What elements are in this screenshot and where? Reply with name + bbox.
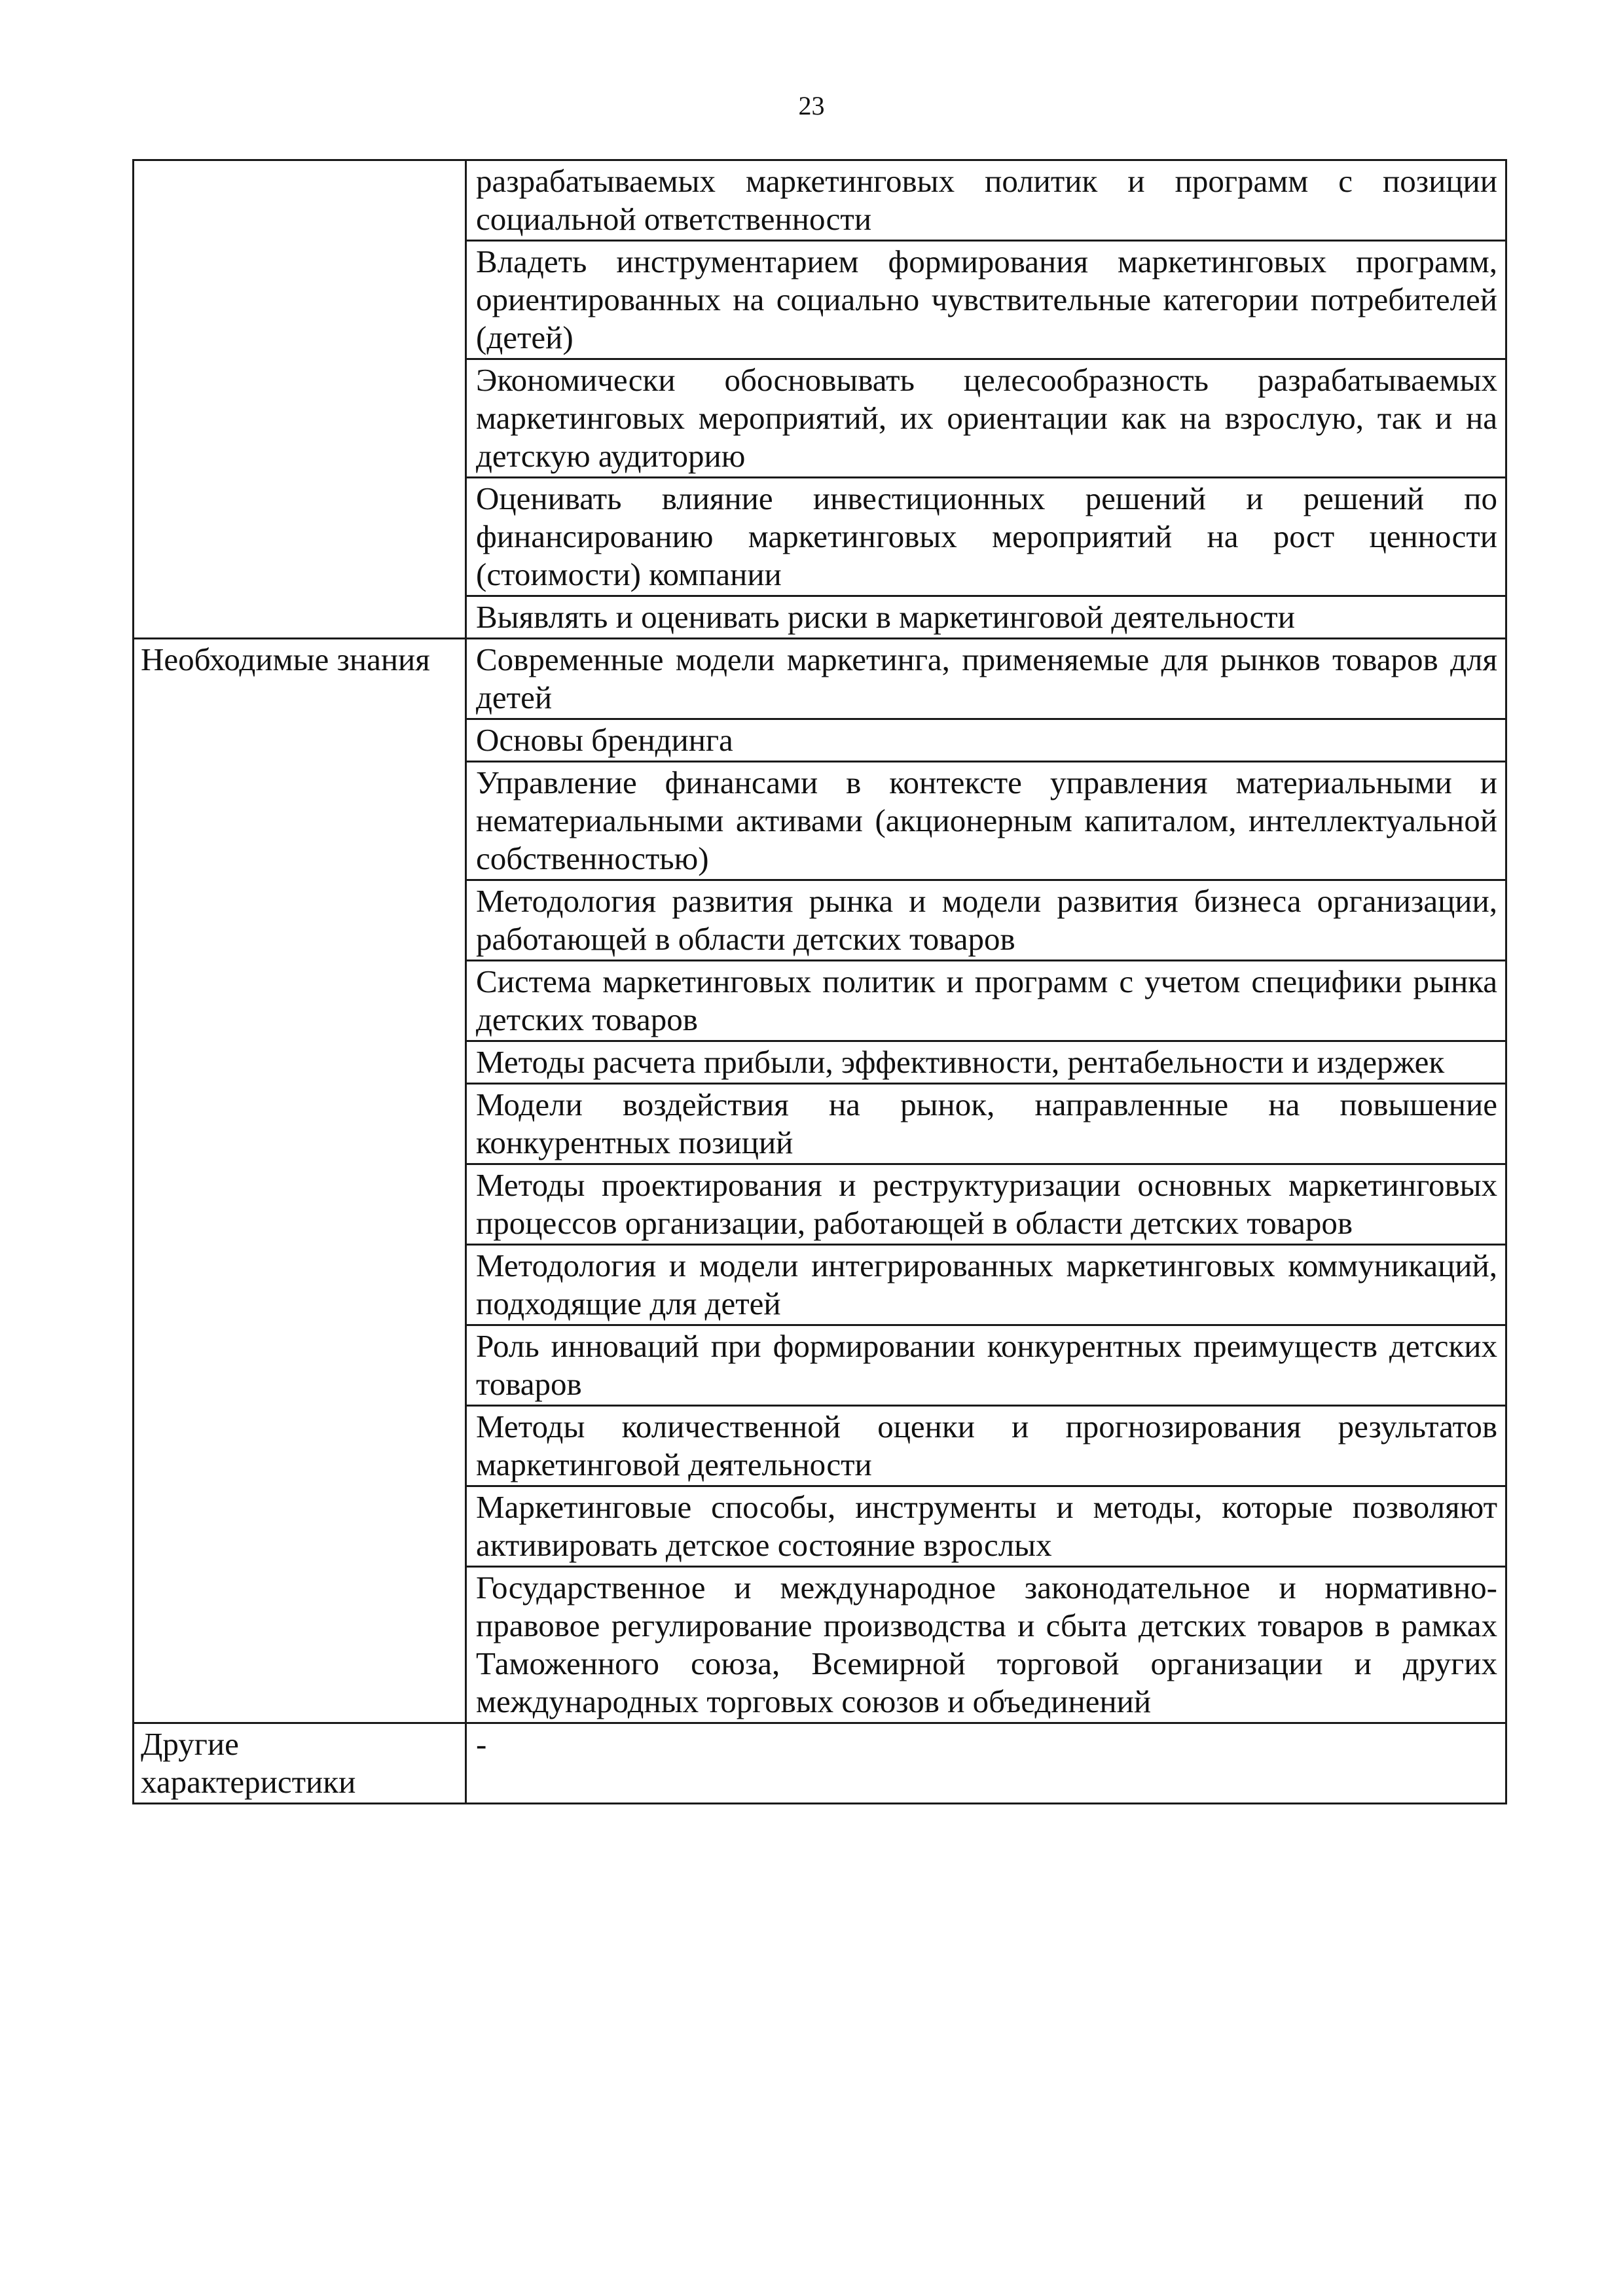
table-row [134, 1723, 1506, 1804]
table-row [134, 639, 1506, 719]
knowledge-item: Государственное и международное законодательное и нормативно-правовое регулирование производства и сбыта детских товаров в рамках Таможенного союза, Всемирной торговой организации и других международных торговых союзов и объединений [466, 1567, 1506, 1723]
knowledge-item: Роль инноваций при формировании конкурентных преимуществ детских товаров [466, 1325, 1506, 1406]
other-characteristics-label: Другие характеристики [134, 1723, 466, 1804]
knowledge-item: Методология и модели интегрированных маркетинговых коммуникаций, подходящие для детей [466, 1245, 1506, 1325]
knowledge-label: Необходимые знания [134, 639, 466, 1723]
knowledge-item: Модели воздействия на рынок, направленные на повышение конкурентных позиций [466, 1084, 1506, 1164]
ability-item: Оценивать влияние инвестиционных решений и решений по финансированию маркетинговых мероприятий на рост ценности (стоимости) компании [466, 478, 1506, 596]
ability-item: Выявлять и оценивать риски в маркетинговой деятельности [466, 596, 1506, 639]
knowledge-item: Методология развития рынка и модели развития бизнеса организации, работающей в области детских товаров [466, 880, 1506, 961]
ability-item: Владеть инструментарием формирования маркетинговых программ, ориентированных на социально чувствительные категории потребителей (детей) [466, 241, 1506, 359]
abilities-label-cell [134, 160, 466, 639]
ability-item: Экономически обосновывать целесообразность разрабатываемых маркетинговых мероприятий, их ориентации как на взрослую, так и на детскую аудиторию [466, 359, 1506, 478]
page-number: 23 [798, 91, 825, 120]
knowledge-item: Методы количественной оценки и прогнозирования результатов маркетинговой деятельности [466, 1406, 1506, 1486]
knowledge-item: Основы брендинга [466, 719, 1506, 762]
knowledge-item: Управление финансами в контексте управления материальными и нематериальными активами (акционерным капиталом, интеллектуальной собственностью) [466, 762, 1506, 880]
requirements-table [132, 159, 1507, 1804]
knowledge-item: Маркетинговые способы, инструменты и методы, которые позволяют активировать детское состояние взрослых [466, 1486, 1506, 1567]
knowledge-item: Методы расчета прибыли, эффективности, рентабельности и издержек [466, 1041, 1506, 1084]
knowledge-item: Система маркетинговых политик и программ с учетом специфики рынка детских товаров [466, 961, 1506, 1041]
knowledge-item: Современные модели маркетинга, применяемые для рынков товаров для детей [466, 639, 1506, 719]
knowledge-item: Методы проектирования и реструктуризации основных маркетинговых процессов организации, работающей в области детских товаров [466, 1164, 1506, 1245]
table-row [134, 160, 1506, 241]
other-characteristics-value: - [466, 1723, 1506, 1804]
ability-item: разрабатываемых маркетинговых политик и программ с позиции социальной ответственности [466, 160, 1506, 241]
